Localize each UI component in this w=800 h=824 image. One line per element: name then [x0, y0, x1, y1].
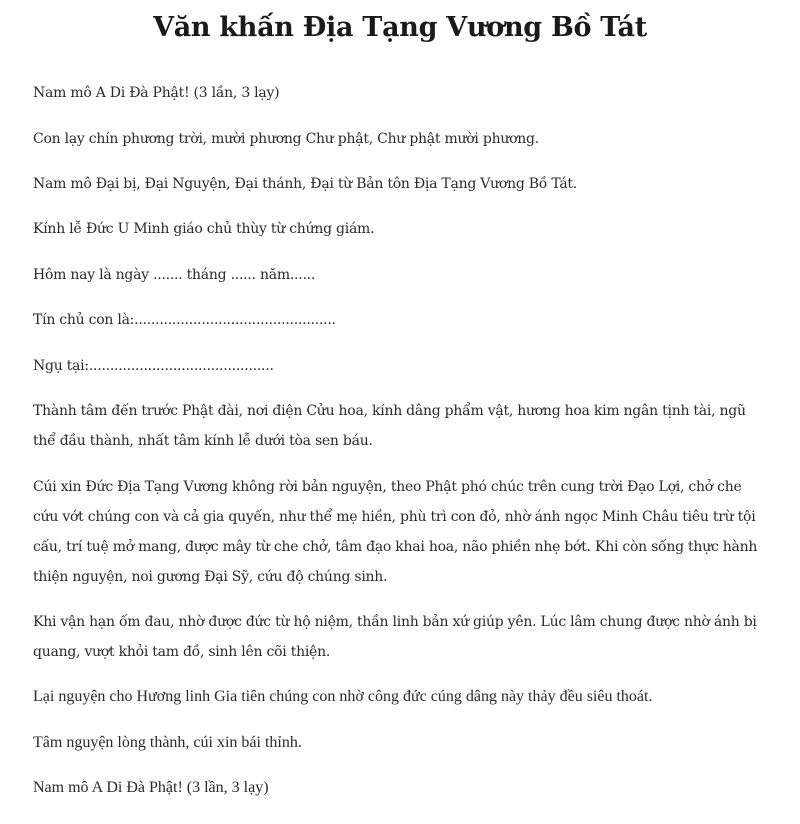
paragraph-devotee-name: Tín chủ con là:................................................ — [33, 312, 336, 328]
paragraph-protection: Khi vận hạn ốm đau, nhờ được đức từ hộ niệm, thần linh bản xứ giúp yên. Lúc lâm chung được nhờ ánh bị quang, vượt khỏi tam đồ, sinh lên cõi thiện. — [33, 614, 757, 660]
paragraph-prayer: Cúi xin Đức Địa Tạng Vương không rời bản nguyện, theo Phật phó chúc trên cung trời Đạo Lợi, chở che cứu vớt chúng con và cả gia quyến, như thể mẹ hiền, phù trì con đỏ, nhờ ánh ngọc Minh Châu tiêu trừ tội cấu, trí tuệ mở mang, được mây từ che chở, tâm đạo khai hoa, não phiền nhẹ bớt. Khi còn sống thực hành thiện nguyện, noi gương Đại Sỹ, cứu độ chúng sinh. — [33, 479, 758, 585]
paragraph-ancestors: Lại nguyện cho Hương linh Gia tiên chúng con nhờ công đức cúng dâng này thảy đều siêu thoát. — [33, 688, 653, 705]
paragraph-bow-to-buddhas: Con lạy chín phương trời, mười phương Chư phật, Chư phật mười phương. — [33, 131, 539, 147]
paragraph-offering: Thành tâm đến trước Phật đài, nơi điện Cửu hoa, kính dâng phẩm vật, hương hoa kim ngân tịnh tài, ngũ thể đầu thành, nhất tâm kính lễ dưới tòa sen báu. — [33, 403, 746, 449]
paragraph-closing-wish: Tâm nguyện lòng thành, cúi xin bái thỉnh. — [33, 734, 302, 751]
paragraph-closing-invocation: Nam mô A Di Đà Phật! (3 lần, 3 lạy) — [33, 779, 269, 796]
paragraph-homage-ksitigarbha: Nam mô Đại bị, Đại Nguyện, Đại thánh, Đại từ Bản tôn Địa Tạng Vương Bồ Tát. — [33, 176, 577, 192]
paragraph-respect: Kính lễ Đức U Minh giáo chủ thùy từ chứng giám. — [33, 221, 375, 237]
paragraph-opening-invocation: Nam mô A Di Đà Phật! (3 lần, 3 lạy) — [33, 85, 280, 101]
paragraph-residence: Ngụ tại:............................................ — [33, 358, 274, 374]
document-title: Văn khấn Địa Tạng Vương Bồ Tát — [153, 12, 647, 43]
paragraph-date: Hôm nay là ngày ....... tháng ...... năm...... — [33, 267, 316, 283]
